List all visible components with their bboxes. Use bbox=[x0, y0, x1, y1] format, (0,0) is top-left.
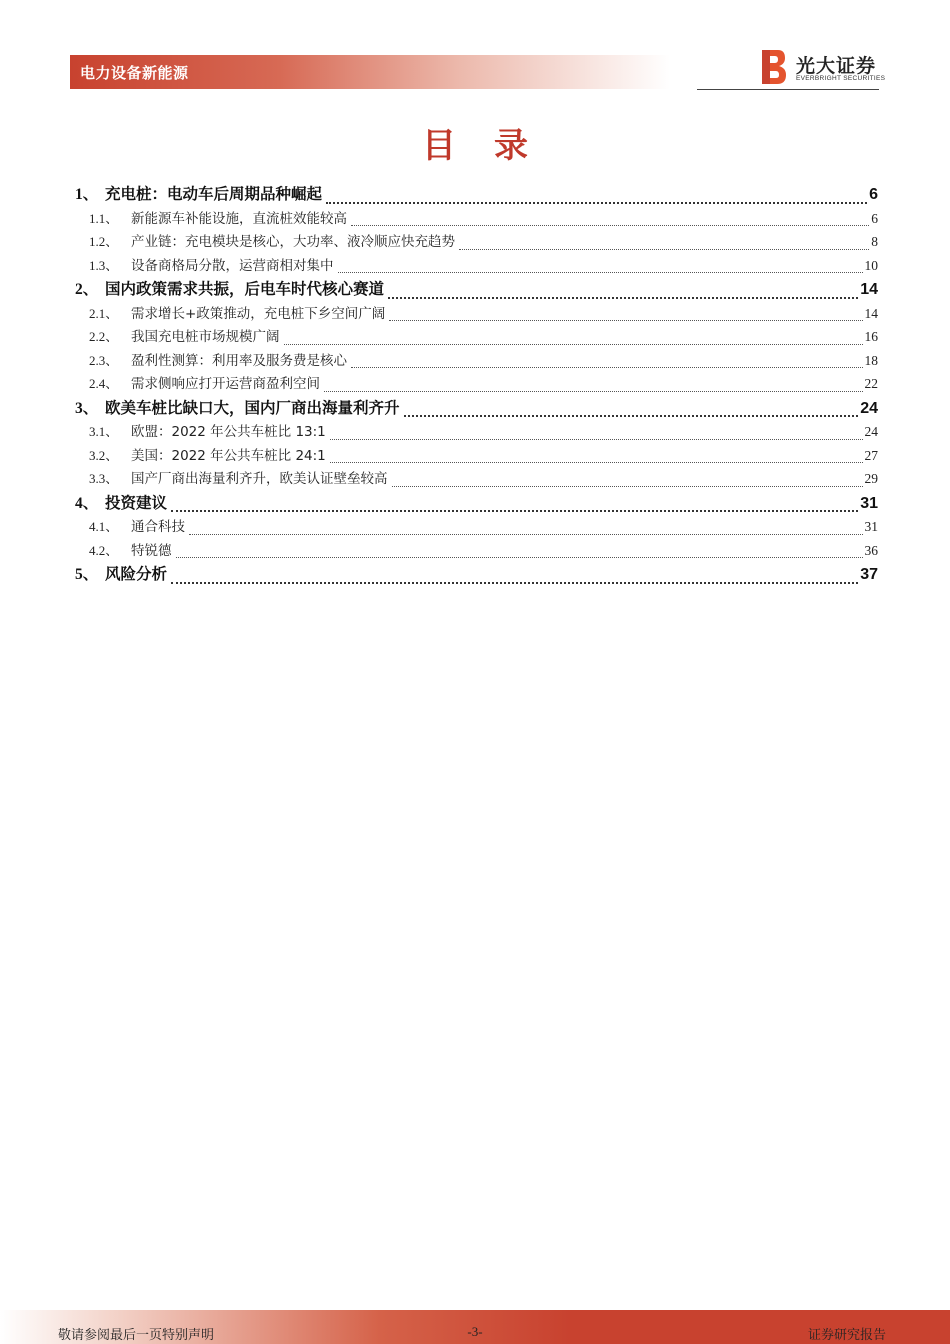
toc-leader bbox=[330, 439, 863, 440]
toc-number: 1.1、 bbox=[89, 210, 119, 226]
toc-leader bbox=[326, 202, 867, 204]
toc-entry-4-2[interactable] bbox=[70, 539, 878, 563]
toc-entry-2-1[interactable] bbox=[70, 302, 878, 326]
section-label: 电力设备新能源 bbox=[80, 64, 189, 82]
toc-leader bbox=[176, 557, 863, 558]
toc-page: 31 bbox=[864, 519, 878, 534]
toc-page: 27 bbox=[864, 447, 878, 463]
toc-leader bbox=[189, 534, 863, 535]
toc-entry-1-1[interactable] bbox=[70, 207, 878, 231]
logo-mark-icon bbox=[762, 50, 786, 84]
toc-page: 14 bbox=[864, 305, 878, 321]
footer-doc-type: 证券研究报告 bbox=[807, 1328, 886, 1343]
toc-leader bbox=[389, 320, 862, 321]
toc-leader bbox=[338, 272, 863, 273]
toc-number: 3.2、 bbox=[89, 447, 119, 463]
toc-entry-4[interactable] bbox=[70, 491, 878, 516]
toc-entry-5[interactable] bbox=[70, 562, 878, 587]
toc-entry-1-2[interactable] bbox=[70, 230, 878, 254]
toc-entry-2-3[interactable] bbox=[70, 349, 878, 373]
toc-page: 37 bbox=[860, 566, 878, 583]
toc-leader bbox=[284, 344, 863, 345]
toc-number: 3.1、 bbox=[89, 424, 119, 439]
toc-page: 29 bbox=[864, 471, 878, 486]
toc-page: 6 bbox=[869, 186, 878, 203]
toc-entry-1-3[interactable] bbox=[70, 254, 878, 278]
toc-text: 投资建议 bbox=[105, 493, 168, 512]
toc-entry-3-1[interactable] bbox=[70, 420, 878, 444]
toc-text: 欧美车桩比缺口大，国内厂商出海量利齐升 bbox=[105, 398, 400, 417]
toc-number: 2.3、 bbox=[89, 352, 119, 368]
toc-number: 4.2、 bbox=[89, 542, 119, 558]
toc-page: 6 bbox=[871, 210, 878, 226]
toc-page: 24 bbox=[860, 399, 878, 417]
toc-page: 31 bbox=[860, 494, 878, 512]
toc-page: 8 bbox=[871, 234, 878, 249]
toc-text: 我国充电桩市场规模广阔 bbox=[131, 329, 280, 345]
toc-page: 10 bbox=[864, 257, 878, 273]
toc-text: 需求侧响应打开运营商盈利空间 bbox=[131, 376, 320, 392]
toc-number: 2.4、 bbox=[89, 376, 119, 391]
toc-number: 1.3、 bbox=[89, 257, 119, 273]
toc-text: 产业链：充电模块是核心，大功率、液冷顺应快充趋势 bbox=[131, 234, 455, 250]
toc-leader bbox=[171, 582, 858, 584]
logo-text-en: EVERBRIGHT SECURITIES bbox=[796, 75, 886, 82]
toc-entry-4-1[interactable] bbox=[70, 515, 878, 539]
toc-text: 设备商格局分散，运营商相对集中 bbox=[131, 257, 334, 274]
footer-disclaimer: 敬请参阅最后一页特别声明 bbox=[58, 1328, 215, 1343]
toc-entry-2[interactable] bbox=[70, 277, 878, 302]
page-number: -3- bbox=[467, 1324, 483, 1339]
toc-entry-1[interactable] bbox=[70, 182, 878, 207]
toc-number: 2.1、 bbox=[89, 305, 119, 321]
page-title: 目录 bbox=[422, 126, 566, 166]
toc-page: 16 bbox=[864, 329, 878, 344]
toc-entry-3-3[interactable] bbox=[70, 467, 878, 491]
toc-page: 14 bbox=[860, 281, 878, 298]
toc-text: 美国：2022 年公共车桩比 24:1 bbox=[131, 447, 326, 464]
toc-number: 4.1、 bbox=[89, 519, 119, 534]
toc-leader bbox=[459, 249, 869, 250]
toc-number: 2.2、 bbox=[89, 329, 119, 344]
company-logo bbox=[762, 50, 886, 86]
table-of-contents bbox=[70, 182, 878, 587]
toc-text: 盈利性测算：利用率及服务费是核心 bbox=[131, 352, 347, 369]
toc-text: 国内政策需求共振，后电车时代核心赛道 bbox=[105, 280, 385, 298]
toc-leader bbox=[171, 510, 858, 512]
toc-page: 22 bbox=[864, 376, 878, 391]
toc-number: 1.2、 bbox=[89, 234, 119, 249]
toc-text: 风险分析 bbox=[105, 565, 168, 583]
toc-leader bbox=[392, 486, 863, 487]
toc-leader bbox=[351, 225, 869, 226]
logo-text-cn: 光大证券 bbox=[796, 55, 877, 77]
toc-text: 新能源车补能设施，直流桩效能较高 bbox=[131, 210, 347, 227]
toc-text: 特锐德 bbox=[131, 542, 172, 559]
toc-leader bbox=[330, 462, 863, 463]
toc-text: 充电桩：电动车后周期品种崛起 bbox=[105, 185, 323, 203]
toc-number: 3.3、 bbox=[89, 471, 119, 486]
toc-text: 通合科技 bbox=[131, 519, 185, 535]
header-rule bbox=[697, 89, 879, 90]
toc-leader bbox=[388, 297, 858, 299]
toc-entry-3-2[interactable] bbox=[70, 444, 878, 468]
toc-number: 4、 bbox=[75, 494, 99, 512]
toc-number: 3、 bbox=[75, 399, 99, 417]
toc-page: 18 bbox=[864, 352, 878, 368]
toc-page: 36 bbox=[864, 542, 878, 558]
toc-leader bbox=[324, 391, 863, 392]
toc-number: 5、 bbox=[75, 566, 99, 583]
toc-page: 24 bbox=[864, 424, 878, 439]
toc-entry-2-4[interactable] bbox=[70, 372, 878, 396]
toc-leader bbox=[404, 415, 859, 417]
toc-number: 2、 bbox=[75, 281, 99, 298]
toc-text: 需求增长+政策推动，充电桩下乡空间广阔 bbox=[131, 305, 386, 322]
toc-text: 国产厂商出海量利齐升，欧美认证壁垒较高 bbox=[131, 471, 388, 487]
toc-entry-2-2[interactable] bbox=[70, 325, 878, 349]
toc-leader bbox=[351, 367, 863, 368]
toc-text: 欧盟：2022 年公共车桩比 13:1 bbox=[131, 424, 326, 440]
toc-number: 1、 bbox=[75, 186, 99, 203]
toc-entry-3[interactable] bbox=[70, 396, 878, 421]
